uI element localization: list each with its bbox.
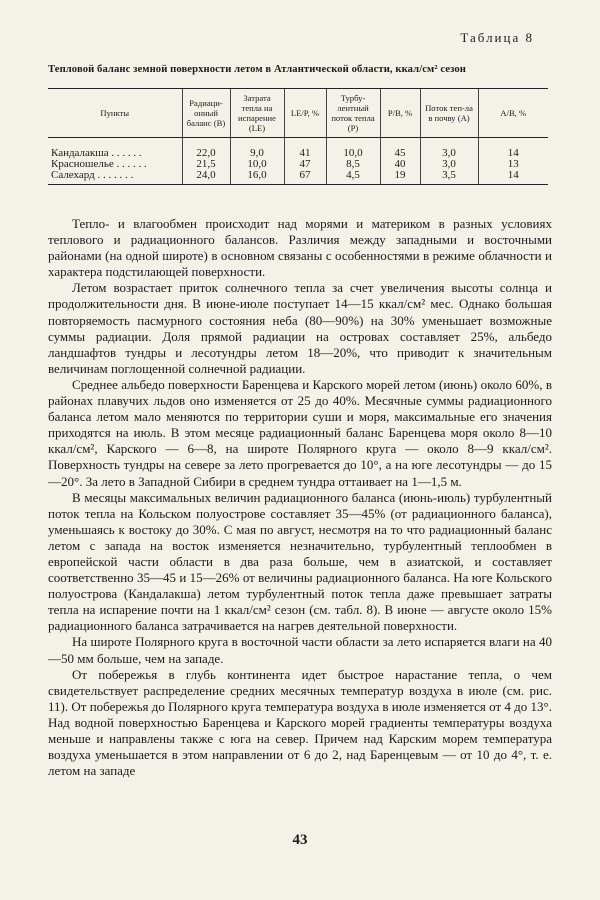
paragraph: От побережья в глубь континента идет быстрое нарастание тепла, о чем свидетельствует распределение средних месячных температур воздуха в июле (см. рис. 11). От побережья до Полярного круга температура воздуха в июле изменяется от 4 до 13°. Над водной поверхностью Баренцева и Карского морей градиенты температуры воздуха меньше и направлены также с юга на север. Причем над Карским морем температура воздуха уменьшается в этом направлении от 6 до 2, над Баренцевым — от 10 до 4°, т. е. летом на западе (48, 666, 552, 779)
paragraph: В месяцы максимальных величин радиационного баланса (июнь-июль) турбулентный поток тепла на Кольском полуострове составляет 35—45% (от радиационного баланса), уменьшаясь к востоку до 30%. С мая по август, несмотря на то что радиационный баланс летом с запада на восток изменяется незначительно, турбулентный теплообмен в европейской части области в два раза больше, чем в азиатской, и составляет соответственно 35—45 и 15—26% от величины радиационного баланса. На юге Кольского полуострова (Кандалакша) летом турбулентный поток тепла даже превышает затраты тепла на испарение почти на 1 ккал/см² сезон (см. табл. 8). В июне — августе около 15% радиационного баланса затрачивается на нагрев деятельной поверхности. (48, 489, 552, 634)
heat-balance-table (48, 88, 548, 185)
table-cell: 3,0 (420, 138, 478, 160)
column-header: Радиаци-онный баланс (B) (182, 89, 230, 138)
table-cell: Кандалакша . . . . . . (51, 147, 142, 159)
table-title: Тепловой баланс земной поверхности летом в Атлантической области, ккал/см² сезон (48, 64, 467, 75)
column-header: A/B, % (478, 89, 548, 138)
paragraph: Среднее альбедо поверхности Баренцева и Карского морей летом (июнь) около 60%, в районах плавучих льдов оно изменяется от 25 до 40%. Месячные суммы радиационного баланса летом мало меняются по территории суши и моря, максимальные его значения приходятся на июль. В этом месяце радиационный баланс Баренцева моря около 8—10 ккал/см², Карского — 6—8, на широте Полярного круга — около 8—9 ккал/см². Поверхность тундры на севере за лето прогревается до 10°, а на юге лесотундры — до 15—20°. За лето в Западной Сибири в среднем тундра оттаивает на 1—1,5 м. (48, 376, 552, 489)
table-row (48, 170, 548, 185)
paragraph: Тепло- и влагообмен происходит над морями и материком в разных условиях теплового и радиационного балансов. Различия между западными и восточными районами (на одной широте) в основном связаны с особенностями в режиме облачности и характера подстилающей поверхности. (48, 216, 552, 280)
table-cell: 19 (380, 170, 420, 185)
table-cell: 14 (478, 138, 548, 160)
table-cell: 67 (284, 170, 326, 185)
body-text (48, 216, 552, 779)
table-cell: Салехард . . . . . . . (48, 170, 182, 185)
table-cell: 3,5 (420, 170, 478, 185)
table-cell: 9,0 (230, 138, 284, 160)
table-cell: 8,5 (326, 159, 380, 170)
column-header: Турбу-лентный поток тепла (P) (326, 89, 380, 138)
table-cell: 16,0 (230, 170, 284, 185)
column-header: Поток теп-ла в почву (A) (420, 89, 478, 138)
table-cell: 40 (380, 159, 420, 170)
table-cell: 10,0 (326, 138, 380, 160)
column-header: Затрата тепла на испарение (LE) (230, 89, 284, 138)
table-cell: 47 (284, 159, 326, 170)
page-number: 43 (292, 832, 308, 848)
table-cell: 10,0 (230, 159, 284, 170)
table-header-row (48, 89, 548, 138)
column-header: LE/P, % (284, 89, 326, 138)
table-cell: 45 (380, 138, 420, 160)
paragraph: Летом возрастает приток солнечного тепла за счет увеличения высоты солнца и продолжительности дня. В июне-июле поступает 14—15 ккал/см² мес. Однако большая повторяемость пасмурного состояния неба (80—90%) на 30% уменьшает возможные суммы радиации. Доля прямой радиации на островах составляет 25%, альбедо ландшафтов тундры и лесотундры летом 18—20%, что приводит к значительным величинам поглощенной солнечной радиации. (48, 280, 552, 376)
table-label: Таблица 8 (460, 30, 534, 45)
table-cell: 22,0 (182, 138, 230, 160)
table-cell: 4,5 (326, 170, 380, 185)
table-row (48, 138, 548, 160)
table-cell: 24,0 (182, 170, 230, 185)
table-cell: 21,5 (182, 159, 230, 170)
table-cell: Красношелье . . . . . . (51, 158, 147, 170)
table-cell: 41 (284, 138, 326, 160)
table-cell: 14 (478, 170, 548, 185)
table-cell: 13 (478, 159, 548, 170)
column-header: Пункты (48, 89, 182, 138)
column-header: P/B, % (380, 89, 420, 138)
table-cell: 3,0 (420, 159, 478, 170)
paragraph: На широте Полярного круга в восточной части области за лето испаряется влаги на 40—50 мм больше, чем на западе. (48, 634, 552, 666)
